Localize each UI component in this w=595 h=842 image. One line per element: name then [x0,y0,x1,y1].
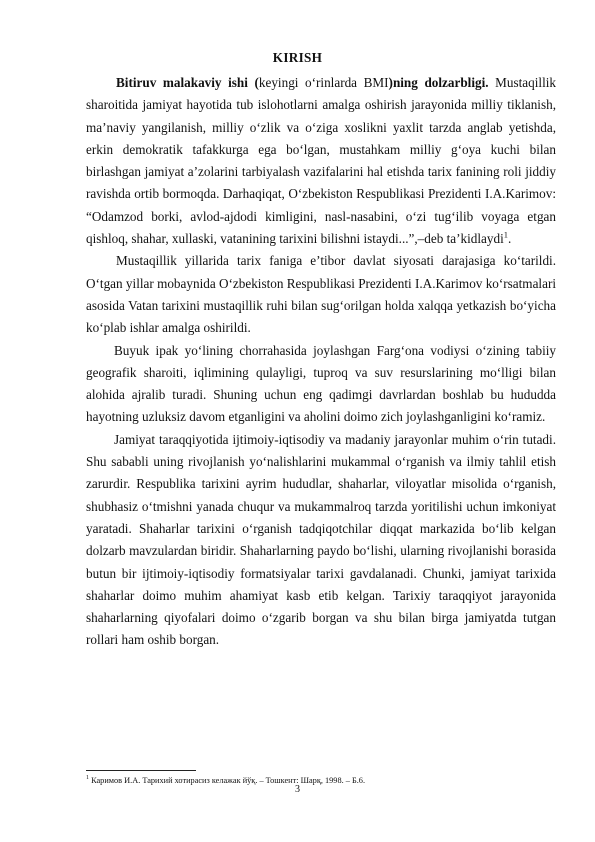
footnote-separator [86,770,196,771]
footnote-number: 1 [86,775,89,781]
page-number: 3 [295,784,300,795]
footnote-text: Каримов И.А. Тарихий хотирасиз келажак йўқ. – Тошкент: Шарқ, 1998. – Б.6. [89,775,366,785]
paragraph-1-end: . [508,231,512,247]
body-text [86,72,556,652]
page-title: KIRISH [272,50,323,65]
paragraph-3: Buyuk ipak yo‘lining chorrahasida joylashgan Farg‘ona vodiysi o‘zining tabiiy geografik sharoiti, iqlimining qulayligi, tuproq va suv resurslarining mo‘lligi bilan alohida ajralib turadi. Shuning uchun eng qadimgi davrlardan boshlab bu hududda hayotning uzluksiz davom etganligini va aholini doimo zich joylashganligini ko‘ramiz. [86,342,556,425]
paragraph-2: Mustaqillik yillarida tarix faniga e’tibor davlat siyosati darajasiga ko‘tarildi. O‘tgan yillar mobaynida O‘zbekiston Respublikasi Prezidenti I.A.Karimov ko‘rsatmalari asosida Vatan tarixini mustaqillik ruhi bilan sug‘orilgan holda xalqqa yetkazish bo‘yicha ko‘plab ishlar amalga oshirildi. [86,253,556,336]
relevance-lead-bold-end: )ning dolzarbligi. [388,75,489,90]
paragraph-relevance [86,72,556,250]
paragraph-4: Jamiyat taraqqiyotida ijtimoiy-iqtisodiy va madaniy jarayonlar muhim o‘rin tutadi. Shu sababli uning rivojlanish yo‘nalishlarini mukammal o‘rganish va ilmiy tahlil etish zarurdir. Respublika tarixini ayrim hududlar, shaharlar, viloyatlar misolida o‘rganish, shubhasiz o‘tmishni yanada chuqur va mukammalroq tarzda yoritilishi uchun imkoniyat yaratadi. Shaharlar tarixini o‘rganish tadqiqotchilar diqqat markazida bo‘lib kelgan dolzarb mavzulardan biridir. Shaharlarning paydo bo‘lishi, ularning rivojlanishi borasida butun bir ijtimoiy-iqtisodiy formatsiyalar tarixi gavdalanadi. Chunki, jamiyat tarixida shaharlar doimo muhim ahamiyat kasb etib kelgan. Tarixiy taraqqiyot jarayonida shaharlarning qiyofalari doimo o‘zgarib borgan va shu bilan birga jamiyatda tutgan rollari ham oshib borgan. [86,431,556,648]
paragraph-1-text: Mustaqillik sharoitida jamiyat hayotida tub islohotlarni amalga oshirish jarayonida milliy tiklanish, ma’naviy yangilanish, milliy o‘zlik va o‘ziga xoslikni yaxlit tarzda anglab yetishda, erkin demokratik tafakkurga ega bo‘lgan, mustahkam milliy g‘oya kuchi bilan birlashgan jamiyat a’zolarini tarbiyalash vazifalarini hal etishda tarix fanining roli jiddiy ravishda ortib bormoqda. Darhaqiqat, O‘zbekiston Respublikasi Prezidenti I.A.Karimov: “Odamzod borki, avlod-ajdodi kimligini, nasl-nasabini, o‘zi tug‘ilib voyaga etgan qishloq, shahar, xullaski, vatanining tarixini bilishni istaydi...”,–deb ta’kidlaydi [86,75,556,247]
footnote-reference-mark[interactable]: 1 [503,229,508,240]
relevance-lead-bold: Bitiruv malakaviy ishi ( [116,75,259,90]
relevance-lead-normal: keyingi o‘rinlarda BMI [258,75,389,90]
